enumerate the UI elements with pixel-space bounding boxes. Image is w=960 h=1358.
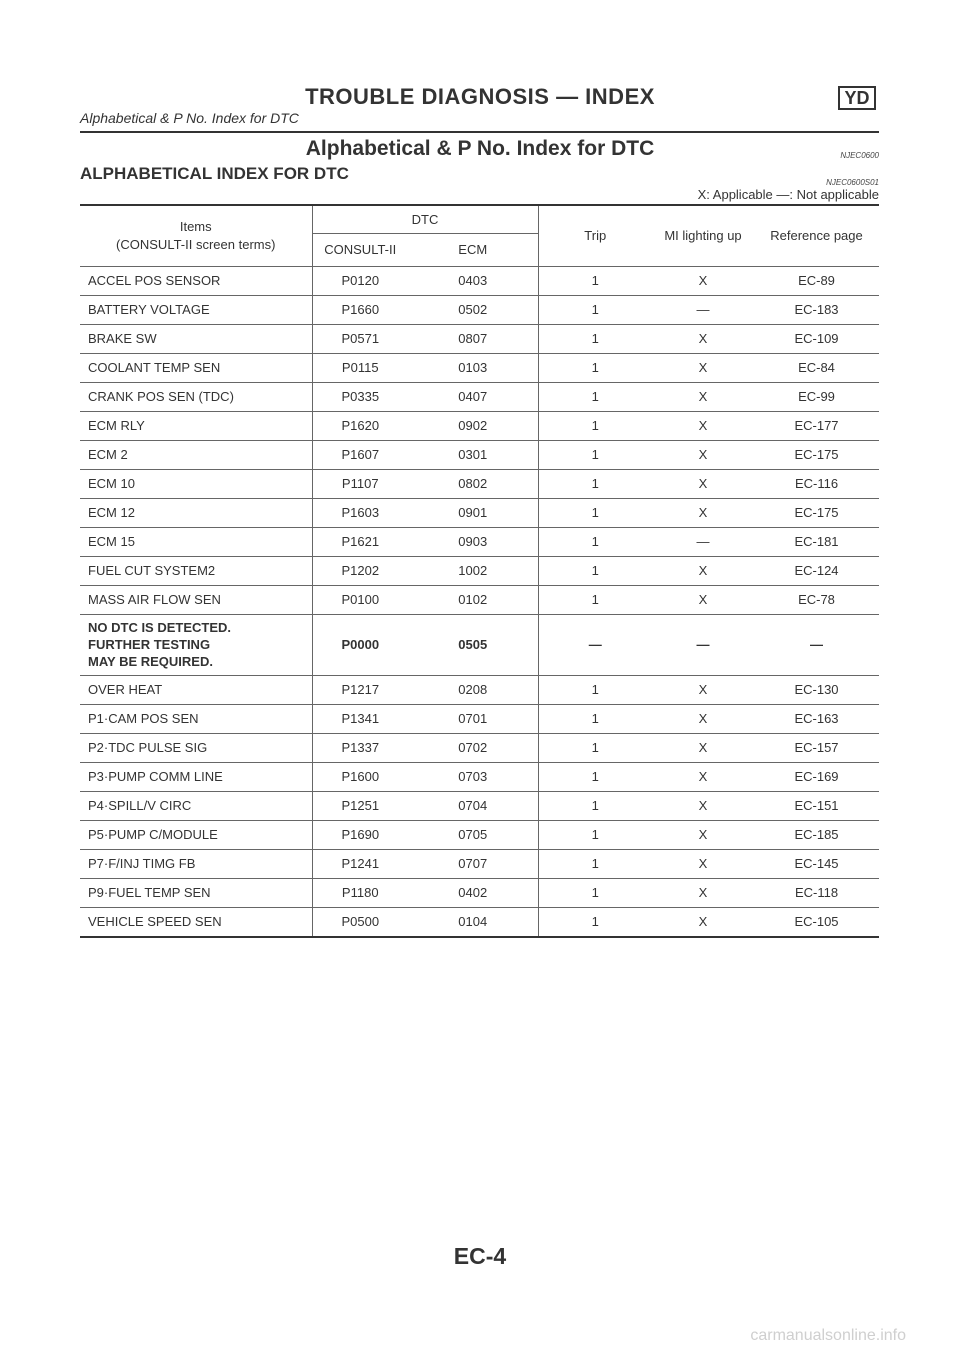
table-row — [80, 907, 879, 937]
item-cell: P1·CAM POS SEN — [80, 704, 312, 733]
ecm-cell: 0403 — [408, 266, 538, 295]
item-cell: OVER HEAT — [80, 675, 312, 704]
mi-cell: X — [652, 353, 754, 382]
table-row — [80, 614, 879, 675]
header-consult: CONSULT-II — [312, 233, 408, 266]
item-cell: P4·SPILL/V CIRC — [80, 791, 312, 820]
ecm-cell: 0103 — [408, 353, 538, 382]
section-title: Alphabetical & P No. Index for DTC — [305, 137, 655, 160]
header-items-line2: (CONSULT-II screen terms) — [116, 236, 276, 252]
trip-cell: 1 — [538, 733, 652, 762]
item-cell: NO DTC IS DETECTED. FURTHER TESTING MAY BE REQUIRED. — [80, 614, 312, 675]
mi-cell: X — [698, 914, 708, 929]
dtc-index-table — [80, 204, 879, 938]
ecm-cell: 0807 — [408, 324, 538, 353]
ecm-cell: 0301 — [408, 440, 538, 469]
ecm-cell: 0402 — [408, 878, 538, 907]
table-row — [80, 704, 879, 733]
table-row — [80, 295, 879, 324]
table-row — [80, 878, 879, 907]
ecm-cell: 0407 — [408, 382, 538, 411]
header-ecm: ECM — [408, 233, 538, 266]
trip-cell: 1 — [538, 498, 652, 527]
reference-cell: EC-118 — [754, 878, 879, 907]
trip-cell: 1 — [538, 527, 652, 556]
table-row — [80, 266, 879, 295]
consult-cell: P1660 — [312, 295, 408, 324]
ecm-cell: 0104 — [458, 914, 488, 929]
table-row — [80, 820, 879, 849]
item-cell: P7·F/INJ TIMG FB — [80, 849, 312, 878]
trip-cell: 1 — [538, 324, 652, 353]
table-row — [80, 762, 879, 791]
trip-cell: 1 — [538, 791, 652, 820]
mi-cell: X — [652, 585, 754, 614]
consult-cell: P0100 — [312, 585, 408, 614]
reference-cell: — — [754, 614, 879, 675]
item-cell: CRANK POS SEN (TDC) — [80, 382, 312, 411]
trip-cell: 1 — [538, 704, 652, 733]
header-dtc: DTC — [312, 205, 538, 233]
ecm-cell: 0703 — [408, 762, 538, 791]
ecm-cell: 0701 — [408, 704, 538, 733]
table-row — [80, 675, 879, 704]
item-cell: ECM 2 — [80, 440, 312, 469]
trip-cell: 1 — [538, 556, 652, 585]
consult-cell: P0115 — [312, 353, 408, 382]
trip-cell: 1 — [538, 907, 652, 937]
mi-cell: X — [652, 791, 754, 820]
item-cell: BRAKE SW — [80, 324, 312, 353]
subsection-code: NJEC0600S01 — [826, 178, 879, 187]
reference-cell: EC-78 — [754, 585, 879, 614]
consult-cell: P1251 — [312, 791, 408, 820]
reference-cell: EC-177 — [754, 411, 879, 440]
reference-cell: EC-151 — [754, 791, 879, 820]
table-row — [80, 469, 879, 498]
mi-cell: X — [652, 382, 754, 411]
consult-cell: P1337 — [312, 733, 408, 762]
reference-cell: EC-116 — [754, 469, 879, 498]
item-cell: VEHICLE SPEED SEN — [88, 914, 222, 929]
mi-cell: X — [652, 469, 754, 498]
trip-cell: 1 — [538, 762, 652, 791]
mi-cell: — — [652, 295, 754, 324]
consult-cell: P0000 — [312, 614, 408, 675]
reference-cell: EC-163 — [754, 704, 879, 733]
mi-cell: X — [652, 820, 754, 849]
reference-cell: EC-105 — [794, 914, 839, 929]
item-cell: ACCEL POS SENSOR — [80, 266, 312, 295]
ecm-cell: 0505 — [408, 614, 538, 675]
trip-cell: 1 — [538, 469, 652, 498]
reference-cell: EC-181 — [754, 527, 879, 556]
trip-cell: 1 — [538, 411, 652, 440]
mi-cell: X — [652, 266, 754, 295]
consult-cell: P1180 — [312, 878, 408, 907]
consult-cell: P1603 — [312, 498, 408, 527]
item-cell: COOLANT TEMP SEN — [80, 353, 312, 382]
mi-cell: — — [652, 614, 754, 675]
trip-cell: 1 — [538, 820, 652, 849]
ecm-cell: 0903 — [408, 527, 538, 556]
mi-cell: X — [652, 324, 754, 353]
trip-cell: 1 — [538, 440, 652, 469]
dtc-index-table-container — [80, 204, 879, 938]
table-row — [80, 733, 879, 762]
ecm-cell: 1002 — [408, 556, 538, 585]
ecm-cell: 0702 — [408, 733, 538, 762]
reference-cell: EC-185 — [754, 820, 879, 849]
mi-cell: X — [652, 849, 754, 878]
trip-cell: 1 — [538, 675, 652, 704]
item-cell: ECM 10 — [80, 469, 312, 498]
ecm-cell: 0901 — [408, 498, 538, 527]
table-row — [80, 527, 879, 556]
item-cell: P5·PUMP C/MODULE — [80, 820, 312, 849]
item-cell: P2·TDC PULSE SIG — [80, 733, 312, 762]
trip-cell: 1 — [538, 849, 652, 878]
header-divider — [80, 131, 879, 133]
consult-cell: P1202 — [312, 556, 408, 585]
reference-cell: EC-109 — [754, 324, 879, 353]
table-row — [80, 849, 879, 878]
mi-cell: X — [652, 704, 754, 733]
section-code: NJEC0600 — [840, 151, 879, 160]
consult-cell: P0335 — [312, 382, 408, 411]
consult-cell: P1600 — [312, 762, 408, 791]
table-row — [80, 556, 879, 585]
item-cell: FUEL CUT SYSTEM2 — [80, 556, 312, 585]
trip-cell: 1 — [538, 295, 652, 324]
table-row — [80, 585, 879, 614]
header-title: TROUBLE DIAGNOSIS — INDEX — [305, 84, 655, 109]
mi-cell: X — [652, 762, 754, 791]
table-body — [80, 266, 879, 937]
item-cell: P9·FUEL TEMP SEN — [80, 878, 312, 907]
item-cell: ECM 12 — [80, 498, 312, 527]
ecm-cell: 0704 — [408, 791, 538, 820]
table-row — [80, 382, 879, 411]
reference-cell: EC-169 — [754, 762, 879, 791]
consult-cell: P1341 — [312, 704, 408, 733]
item-cell: MASS AIR FLOW SEN — [80, 585, 312, 614]
trip-cell: 1 — [538, 382, 652, 411]
reference-cell: EC-84 — [754, 353, 879, 382]
mi-cell: X — [652, 556, 754, 585]
header-items — [80, 205, 312, 266]
consult-cell: P0500 — [312, 907, 408, 937]
table-row — [80, 440, 879, 469]
item-cell: ECM 15 — [80, 527, 312, 556]
item-cell: BATTERY VOLTAGE — [80, 295, 312, 324]
mi-cell: X — [652, 733, 754, 762]
ecm-cell: 0802 — [408, 469, 538, 498]
header-trip: Trip — [538, 205, 652, 266]
header-reference: Reference page — [754, 205, 879, 266]
reference-cell: EC-99 — [754, 382, 879, 411]
consult-cell: P0571 — [312, 324, 408, 353]
mi-cell: X — [652, 675, 754, 704]
mi-cell: X — [652, 498, 754, 527]
mi-cell: X — [652, 878, 754, 907]
ecm-cell: 0208 — [408, 675, 538, 704]
reference-cell: EC-89 — [754, 266, 879, 295]
consult-cell: P1607 — [312, 440, 408, 469]
reference-cell: EC-157 — [754, 733, 879, 762]
trip-cell: 1 — [538, 266, 652, 295]
ecm-cell: 0707 — [408, 849, 538, 878]
table-row — [80, 791, 879, 820]
reference-cell: EC-145 — [754, 849, 879, 878]
ecm-cell: 0502 — [408, 295, 538, 324]
trip-cell: — — [538, 614, 652, 675]
table-row — [80, 498, 879, 527]
ecm-cell: 0705 — [408, 820, 538, 849]
header-items-line1: Items — [179, 218, 212, 234]
consult-cell: P1620 — [312, 411, 408, 440]
reference-cell: EC-175 — [754, 440, 879, 469]
reference-cell: EC-183 — [754, 295, 879, 324]
subsection-title: ALPHABETICAL INDEX FOR DTC — [80, 164, 349, 183]
watermark: carmanualsonline.info — [750, 1327, 906, 1344]
reference-cell: EC-175 — [754, 498, 879, 527]
reference-cell: EC-130 — [754, 675, 879, 704]
ecm-cell: 0902 — [408, 411, 538, 440]
legend-text: X: Applicable —: Not applicable — [697, 187, 879, 202]
header-subtitle: Alphabetical & P No. Index for DTC — [80, 110, 299, 126]
mi-cell: X — [652, 440, 754, 469]
consult-cell: P1690 — [312, 820, 408, 849]
trip-cell: 1 — [538, 353, 652, 382]
consult-cell: P1217 — [312, 675, 408, 704]
consult-cell: P1241 — [312, 849, 408, 878]
model-badge: YD — [838, 86, 876, 110]
consult-cell: P1621 — [312, 527, 408, 556]
consult-cell: P0120 — [312, 266, 408, 295]
table-row — [80, 324, 879, 353]
consult-cell: P1107 — [312, 469, 408, 498]
item-cell: P3·PUMP COMM LINE — [80, 762, 312, 791]
trip-cell: 1 — [538, 878, 652, 907]
table-row — [80, 411, 879, 440]
ecm-cell: 0102 — [408, 585, 538, 614]
page-number: EC-4 — [453, 1243, 507, 1269]
reference-cell: EC-124 — [754, 556, 879, 585]
trip-cell: 1 — [538, 585, 652, 614]
item-cell: ECM RLY — [80, 411, 312, 440]
mi-cell: — — [652, 527, 754, 556]
mi-cell: X — [652, 411, 754, 440]
header-mi: MI lighting up — [652, 205, 754, 266]
table-row — [80, 353, 879, 382]
